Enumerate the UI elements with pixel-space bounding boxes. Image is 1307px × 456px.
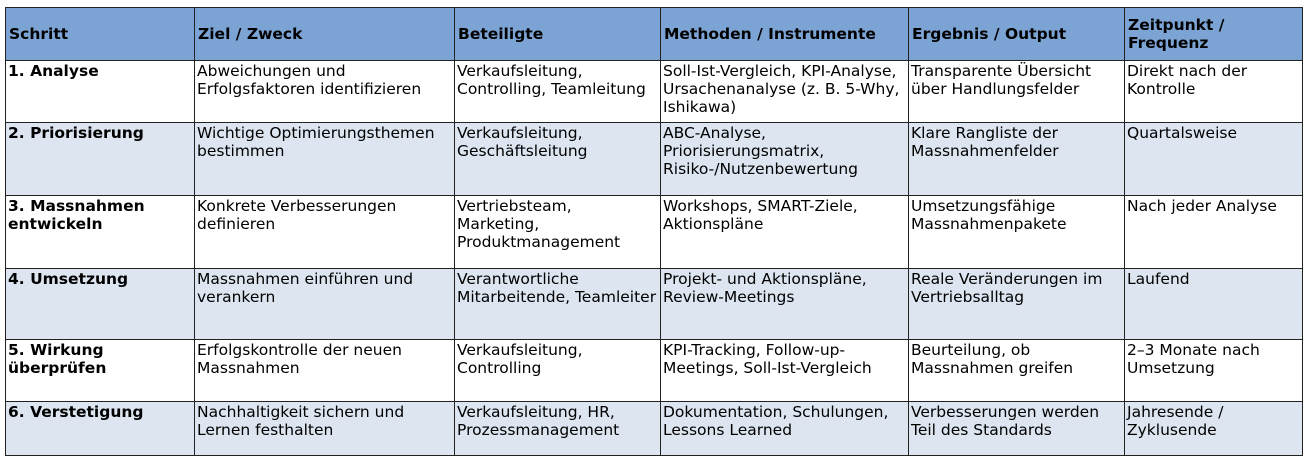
table-row xyxy=(6,269,1303,340)
cell-zeitpunkt: 2–3 Monate nach Umsetzung xyxy=(1125,340,1303,402)
cell-schritt: 6. Verstetigung xyxy=(6,402,195,456)
cell-methoden: Dokumentation, Schulungen, Lessons Learned xyxy=(661,402,909,456)
cell-ziel: Erfolgskontrolle der neuen Massnahmen xyxy=(195,340,455,402)
cell-beteiligte: Vertriebsteam, Marketing, Produktmanagement xyxy=(455,196,661,269)
cell-methoden: Projekt- und Aktionspläne, Review-Meetings xyxy=(661,269,909,340)
cell-methoden: Soll-Ist-Vergleich, KPI-Analyse, Ursachenanalyse (z. B. 5-Why, Ishikawa) xyxy=(661,61,909,123)
cell-methoden: Workshops, SMART-Ziele, Aktionspläne xyxy=(661,196,909,269)
cell-zeitpunkt: Direkt nach der Kontrolle xyxy=(1125,61,1303,123)
table-row xyxy=(6,196,1303,269)
table-row xyxy=(6,340,1303,402)
table-header-row xyxy=(6,8,1303,61)
cell-beteiligte: Verantwortliche Mitarbeitende, Teamleiter xyxy=(455,269,661,340)
cell-ergebnis: Klare Rangliste der Massnahmenfelder xyxy=(909,123,1125,196)
header-beteiligte: Beteiligte xyxy=(455,8,661,61)
cell-schritt: 2. Priorisierung xyxy=(6,123,195,196)
cell-schritt: 1. Analyse xyxy=(6,61,195,123)
cell-zeitpunkt: Quartalsweise xyxy=(1125,123,1303,196)
cell-ergebnis: Beurteilung, ob Massnahmen greifen xyxy=(909,340,1125,402)
cell-ziel: Wichtige Optimierungsthemen bestimmen xyxy=(195,123,455,196)
cell-schritt: 4. Umsetzung xyxy=(6,269,195,340)
cell-ziel: Nachhaltigkeit sichern und Lernen festhalten xyxy=(195,402,455,456)
cell-ziel: Konkrete Verbesserungen definieren xyxy=(195,196,455,269)
cell-schritt: 3. Massnahmen entwickeln xyxy=(6,196,195,269)
cell-ergebnis: Umsetzungsfähige Massnahmenpakete xyxy=(909,196,1125,269)
process-table-container xyxy=(5,7,1303,456)
process-table xyxy=(5,7,1303,456)
cell-beteiligte: Verkaufsleitung, Geschäftsleitung xyxy=(455,123,661,196)
cell-beteiligte: Verkaufsleitung, Controlling, Teamleitung xyxy=(455,61,661,123)
cell-zeitpunkt: Nach jeder Analyse xyxy=(1125,196,1303,269)
table-row xyxy=(6,61,1303,123)
header-ergebnis: Ergebnis / Output xyxy=(909,8,1125,61)
cell-ziel: Abweichungen und Erfolgsfaktoren identifizieren xyxy=(195,61,455,123)
cell-beteiligte: Verkaufsleitung, Controlling xyxy=(455,340,661,402)
cell-methoden: KPI-Tracking, Follow-up-Meetings, Soll-Ist-Vergleich xyxy=(661,340,909,402)
header-methoden: Methoden / Instrumente xyxy=(661,8,909,61)
table-row xyxy=(6,123,1303,196)
header-schritt: Schritt xyxy=(6,8,195,61)
cell-zeitpunkt: Jahresende / Zyklusende xyxy=(1125,402,1303,456)
cell-ergebnis: Reale Veränderungen im Vertriebsalltag xyxy=(909,269,1125,340)
table-row xyxy=(6,402,1303,456)
cell-ergebnis: Verbesserungen werden Teil des Standards xyxy=(909,402,1125,456)
cell-ergebnis: Transparente Übersicht über Handlungsfelder xyxy=(909,61,1125,123)
cell-schritt: 5. Wirkung überprüfen xyxy=(6,340,195,402)
cell-beteiligte: Verkaufsleitung, HR, Prozessmanagement xyxy=(455,402,661,456)
cell-zeitpunkt: Laufend xyxy=(1125,269,1303,340)
cell-methoden: ABC-Analyse, Priorisierungsmatrix, Risiko-/Nutzenbewertung xyxy=(661,123,909,196)
header-ziel: Ziel / Zweck xyxy=(195,8,455,61)
header-zeitpunkt: Zeitpunkt / Frequenz xyxy=(1125,8,1303,61)
cell-ziel: Massnahmen einführen und verankern xyxy=(195,269,455,340)
